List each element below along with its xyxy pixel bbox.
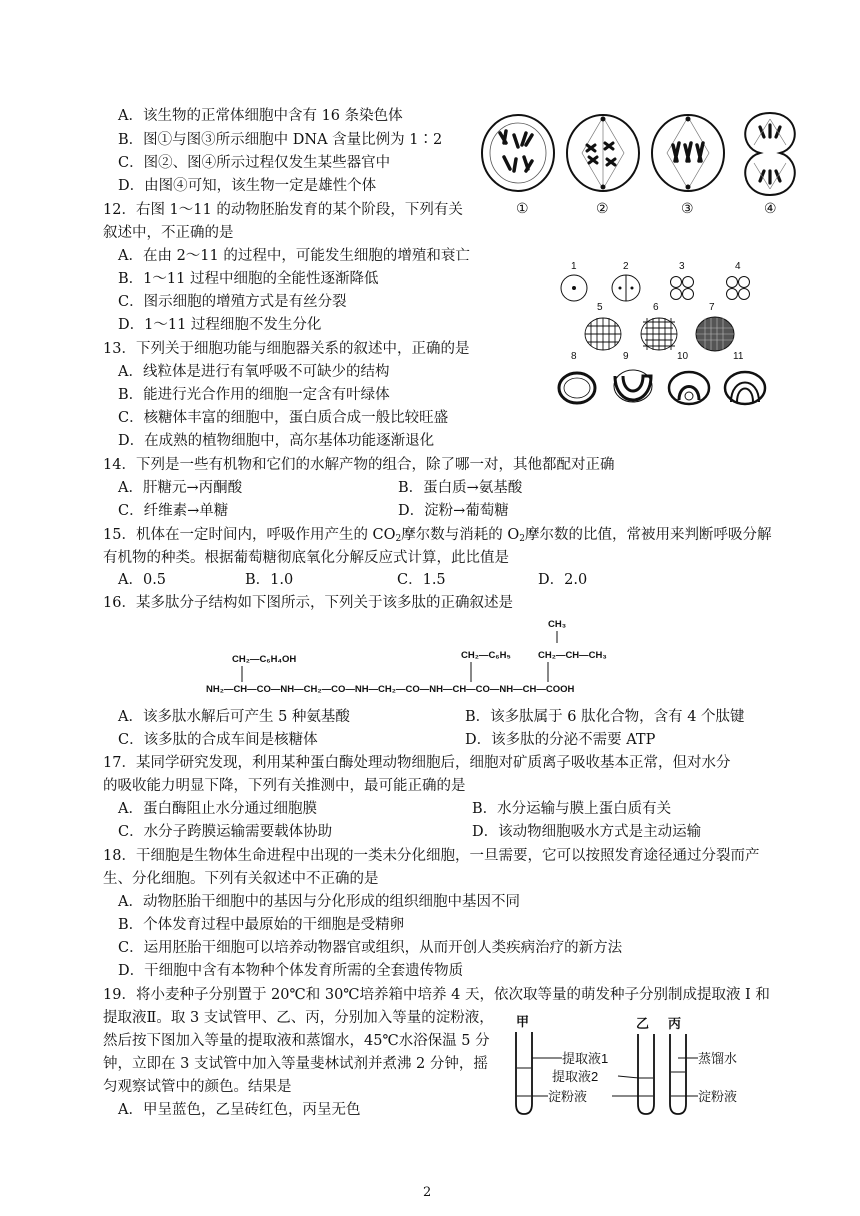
q17-stem-2: 的吸收能力明显下降，下列有关推测中，最可能正确的是	[103, 778, 466, 794]
cell-3	[652, 115, 724, 191]
q15-text-c: 摩尔数的比值，常被用来判断呼吸分解	[525, 527, 772, 543]
formula-main-chain: NH₂—CH—CO—NH—CH₂—CO—NH—CH₂—CO—NH—CH—CO—NH—CH—COOH	[206, 684, 575, 695]
formula-r4: CH₂—C₆H₅	[461, 650, 511, 661]
q17-option-b: B．水分运输与膜上蛋白质有关	[472, 801, 672, 817]
q14-stem: 14．下列是一些有机物和它们的水解产物的组合，除了哪一对，其他都配对正确	[103, 457, 615, 473]
tube-yi	[638, 1034, 654, 1114]
q19-option-a: A．甲呈蓝色，乙呈砖红色，丙呈无色	[118, 1102, 361, 1118]
o2-subscript: 2	[519, 534, 526, 544]
q15-stem-2: 有机物的种类。根据葡萄糖彻底氧化分解反应式计算，此比值是	[103, 550, 509, 566]
page-number: 2	[423, 1185, 432, 1200]
formula-r1: CH₂—C₆H₄OH	[232, 654, 297, 665]
q12-option-a: A．在由 2～11 的过程中，可能发生细胞的增殖和衰亡	[118, 248, 470, 264]
label-starch-right: 淀粉液	[698, 1089, 738, 1104]
stage-label-8: 8	[571, 351, 577, 362]
q12-stem-2: 叙述中，不正确的是	[103, 225, 234, 241]
q19-stem-1: 19．将小麦种子分别置于 20℃和 30℃培养箱中培养 4 天，依次取等量的萌发种子分别制成提取液 I 和	[103, 987, 770, 1003]
q18-stem-1: 18．干细胞是生物体生命进程中出现的一类未分化细胞，一旦需要，它可以按照发育途径通过分裂而产	[103, 848, 760, 864]
stage-label-9: 9	[623, 351, 629, 362]
label-distilled-water: 蒸馏水	[698, 1051, 738, 1066]
embryo-stages-figure	[555, 258, 785, 423]
q11-option-a: A．该生物的正常体细胞中含有 16 条染色体	[118, 108, 403, 124]
stage-label-5: 5	[597, 302, 603, 313]
q13-stem: 13．下列关于细胞功能与细胞器关系的叙述中，正确的是	[103, 341, 470, 357]
q18-option-c: C．运用胚胎干细胞可以培养动物器官或组织，从而开创人类疾病治疗的新方法	[118, 940, 623, 956]
fig-label-4: ④	[764, 201, 777, 217]
q17-option-c: C．水分子跨膜运输需要载体协助	[118, 824, 333, 840]
stage-label-1: 1	[571, 261, 577, 272]
q14-option-b: B．蛋白质→氨基酸	[398, 480, 523, 496]
cell-1	[482, 115, 554, 191]
q16-option-d: D．该多肽的分泌不需要 ATP	[465, 732, 656, 748]
q14-option-a: A．肝糖元→丙酮酸	[118, 480, 243, 496]
stage-label-6: 6	[653, 302, 659, 313]
tube-label-jia: 甲	[516, 1014, 530, 1029]
tube-label-yi: 乙	[636, 1016, 650, 1031]
q16-option-a: A．该多肽水解后可产生 5 种氨基酸	[118, 709, 350, 725]
co2-subscript: 2	[395, 534, 402, 544]
q12-stem-1: 12．右图 1～11 的动物胚胎发育的某个阶段，下列有关	[103, 202, 463, 218]
q15-option-d: D．2.0	[538, 572, 588, 588]
stage-label-4: 4	[735, 261, 741, 272]
tube-bing	[670, 1034, 686, 1114]
fig-label-2: ②	[596, 201, 609, 217]
q18-option-b: B．个体发育过程中最原始的干细胞是受精卵	[118, 917, 405, 933]
stage-label-10: 10	[677, 351, 689, 362]
q13-option-b: B．能进行光合作用的细胞一定含有叶绿体	[118, 387, 390, 403]
tube-jia	[516, 1032, 532, 1114]
tube-label-bing: 丙	[668, 1016, 682, 1031]
fig-label-1: ①	[516, 201, 529, 217]
q17-option-a: A．蛋白酶阻止水分通过细胞膜	[118, 801, 317, 817]
label-starch-left: 淀粉液	[548, 1089, 588, 1104]
q18-option-a: A．动物胚胎干细胞中的基因与分化形成的组织细胞中基因不同	[118, 894, 520, 910]
q12-option-c: C．图示细胞的增殖方式是有丝分裂	[118, 294, 347, 310]
q11-option-c: C．图②、图④所示过程仅发生某些器官中	[118, 155, 391, 171]
q13-option-c: C．核糖体丰富的细胞中，蛋白质合成一般比较旺盛	[118, 410, 449, 426]
q19-stem-3: 然后按下图加入等量的提取液和蒸馏水，45℃水浴保温 5 分	[103, 1033, 490, 1049]
cell-4	[745, 113, 795, 195]
fig-label-3: ③	[681, 201, 694, 217]
formula-r5-top: CH₃	[548, 619, 567, 630]
q15-option-c: C．1.5	[397, 572, 446, 588]
stage-label-3: 3	[679, 261, 685, 272]
q13-option-d: D．在成熟的植物细胞中，高尔基体功能逐渐退化	[118, 433, 435, 449]
q13-option-a: A．线粒体是进行有氧呼吸不可缺少的结构	[118, 364, 390, 380]
q12-option-b: B．1～11 过程中细胞的全能性逐渐降低	[118, 271, 379, 287]
stage-label-7: 7	[709, 302, 715, 313]
q14-option-d: D．淀粉→葡萄糖	[398, 503, 509, 519]
q15-option-b: B．1.0	[245, 572, 294, 588]
q15-text-b: 摩尔数与消耗的 O	[401, 527, 520, 543]
q18-stem-2: 生、分化细胞。下列有关叙述中不正确的是	[103, 871, 379, 887]
stage-label-11: 11	[733, 351, 744, 362]
q15-text-a: 15．机体在一定时间内，呼吸作用产生的 CO	[103, 527, 396, 543]
q19-stem-5: 匀观察试管中的颜色。结果是	[103, 1079, 292, 1095]
q16-option-c: C．该多肽的合成车间是核糖体	[118, 732, 318, 748]
q11-option-b: B．图①与图③所示细胞中 DNA 含量比例为 1∶2	[118, 132, 443, 148]
stage-label-2: 2	[623, 261, 629, 272]
polypeptide-formula	[200, 612, 620, 702]
label-extract-1: 提取液1	[562, 1051, 609, 1066]
q19-stem-2: 提取液Ⅱ。取 3 支试管甲、乙、丙，分别加入等量的淀粉液，	[103, 1010, 494, 1026]
cell-division-figure	[470, 105, 800, 220]
test-tubes-figure	[512, 1012, 772, 1124]
q15-option-a: A．0.5	[118, 572, 167, 588]
q17-stem-1: 17．某同学研究发现，利用某种蛋白酶处理动物细胞后，细胞对矿质离子吸收基本正常，但对水分	[103, 755, 731, 771]
q16-stem: 16．某多肽分子结构如下图所示，下列关于该多肽的正确叙述是	[103, 595, 513, 611]
q14-option-c: C．纤维素→单糖	[118, 503, 229, 519]
q17-option-d: D．该动物细胞吸水方式是主动运输	[472, 824, 702, 840]
q19-stem-4: 钟，立即在 3 支试管中加入等量斐林试剂并煮沸 2 分钟，摇	[103, 1056, 488, 1072]
q12-option-d: D．1～11 过程细胞不发生分化	[118, 317, 322, 333]
label-extract-2: 提取液2	[552, 1069, 599, 1084]
q18-option-d: D．干细胞中含有本物种个体发育所需的全套遗传物质	[118, 963, 464, 979]
q11-option-d: D．由图④可知，该生物一定是雄性个体	[118, 178, 377, 194]
formula-r5: CH₂—CH—CH₃	[538, 650, 607, 661]
q16-option-b: B．该多肽属于 6 肽化合物，含有 4 个肽键	[465, 709, 745, 725]
cell-2	[567, 115, 639, 191]
